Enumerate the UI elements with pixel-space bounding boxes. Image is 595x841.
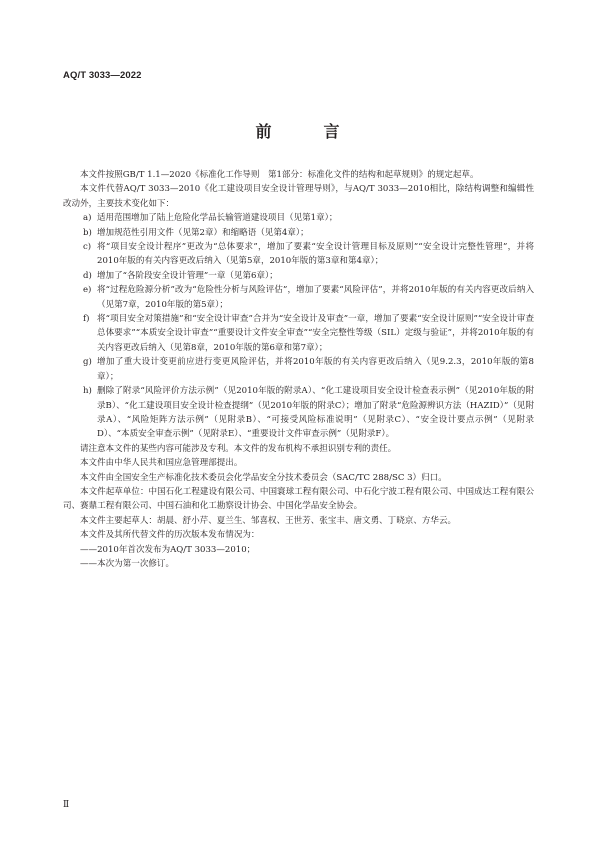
technical-changes-list — [63, 211, 534, 442]
list-item-marker: c) — [83, 242, 92, 253]
list-item-marker: d) — [83, 270, 92, 281]
list-item-text: 增加了重大设计变更前应进行变更风险评估，并将2010年版的有关内容更改后纳入（见9.2.3，2010年版的第8章）； — [97, 357, 534, 382]
paragraph-proposer: 本文件由中华人民共和国应急管理部提出。 — [80, 458, 243, 469]
list-item-marker: a) — [83, 213, 92, 224]
list-item — [63, 226, 534, 240]
history-item: ——本次为第一次修订。 — [80, 558, 175, 569]
list-item-text: 将“项目安全对策措施”和“安全设计审查”合并为“安全设计及审查”一章，增加了要素“安全设计原则”“安全设计审查总体要求”“本质安全设计审查”“重要设计文件安全审查”“安全完整性等级（SIL）定级与验证”，并将2010年版的有关内容更改后纳入（见第8章，2010年版的第6章和第7章）； — [97, 314, 534, 353]
list-item — [63, 269, 534, 283]
paragraph-drafting-rule: 本文件按照GB/T 1.1—2020《标准化工作导则 第1部分：标准化文件的结构和起草规则》的规定起草。 — [80, 170, 479, 180]
list-item — [63, 211, 534, 225]
page-title: 前 言 — [255, 122, 358, 141]
list-item-marker: e) — [83, 285, 92, 296]
list-item — [63, 384, 534, 442]
list-item — [63, 240, 534, 269]
list-item-text: 增加了“各阶段安全设计管理”一章（见第6章）； — [97, 270, 278, 281]
page-number: Ⅱ — [63, 800, 70, 810]
paragraph-drafting-units: 本文件起草单位：中国石化工程建设有限公司、中国寰球工程有限公司、中石化宁波工程有限公司、中国成达工程有限公司、赛鼎工程有限公司、中国石油和化工勘察设计协会、中国化学品安全协会。 — [63, 486, 534, 512]
paragraph-committee: 本文件由全国安全生产标准化技术委员会化学品安全分技术委员会（SAC/TC 288/SC 3）归口。 — [80, 472, 447, 483]
list-item-text: 适用范围增加了陆上危险化学品长输管道建设项目（见第1章）； — [97, 213, 338, 224]
list-item-text: 增加规范性引用文件（见第2章）和缩略语（见第4章）； — [97, 227, 309, 238]
paragraph-patent-note: 请注意本文件的某些内容可能涉及专利。本文件的发布机构不承担识别专利的责任。 — [80, 443, 397, 454]
list-item-marker: h) — [83, 386, 92, 397]
history-item: ——2010年首次发布为AQ/T 3033—2010； — [80, 544, 256, 555]
list-item-text: 删除了附录“风险评价方法示例”（见2010年版的附录A）、“化工建设项目安全设计检查表示例”（见2010年版的附录B）、“化工建设项目安全设计检查提纲”（见2010年版的附录C）；增加了附录“危险源辨识方法（HAZID）”（见附录A）、“风险矩阵方法示例”（见附录B）、“可接受风险标准说明”（见附录C）、“安全设计要点示例”（见附录D）、“本质安全审查示例”（见附录E）、“重要设计文件审查示例”（见附录F）。 — [97, 386, 534, 440]
list-item-text: 将“过程危险源分析”改为“危险性分析与风险评估”，增加了要素“风险评估”，并将2010年版的有关内容更改后纳入（见第7章，2010年版的第5章）； — [97, 285, 534, 310]
paragraph-drafters: 本文件主要起草人：胡晨、舒小芹、夏兰生、邹喜权、王世芳、张宝丰、唐文勇、丁晓京、方华云。 — [80, 515, 457, 526]
list-item — [63, 355, 534, 384]
paragraph-history-intro: 本文件及其所代替文件的历次版本发布情况为： — [80, 530, 260, 541]
list-item-marker: f) — [83, 314, 90, 325]
list-item-marker: g) — [83, 357, 92, 368]
standard-code: AQ/T 3033—2022 — [63, 70, 142, 81]
list-item — [63, 312, 534, 355]
list-item-text: 将“项目安全设计程序”更改为“总体要求”，增加了要素“安全设计管理目标及原则”“安全设计完整性管理”，并将2010年版的有关内容更改后纳入（见第5章，2010年版的第3章和第4章）； — [97, 242, 534, 267]
paragraph-replacement-note: 本文件代替AQ/T 3033—2010《化工建设项目安全设计管理导则》，与AQ/T 3033—2010相比，除结构调整和编辑性改动外，主要技术变化如下： — [63, 184, 534, 209]
document-body — [63, 168, 534, 571]
list-item — [63, 283, 534, 312]
list-item-marker: b) — [83, 227, 92, 238]
